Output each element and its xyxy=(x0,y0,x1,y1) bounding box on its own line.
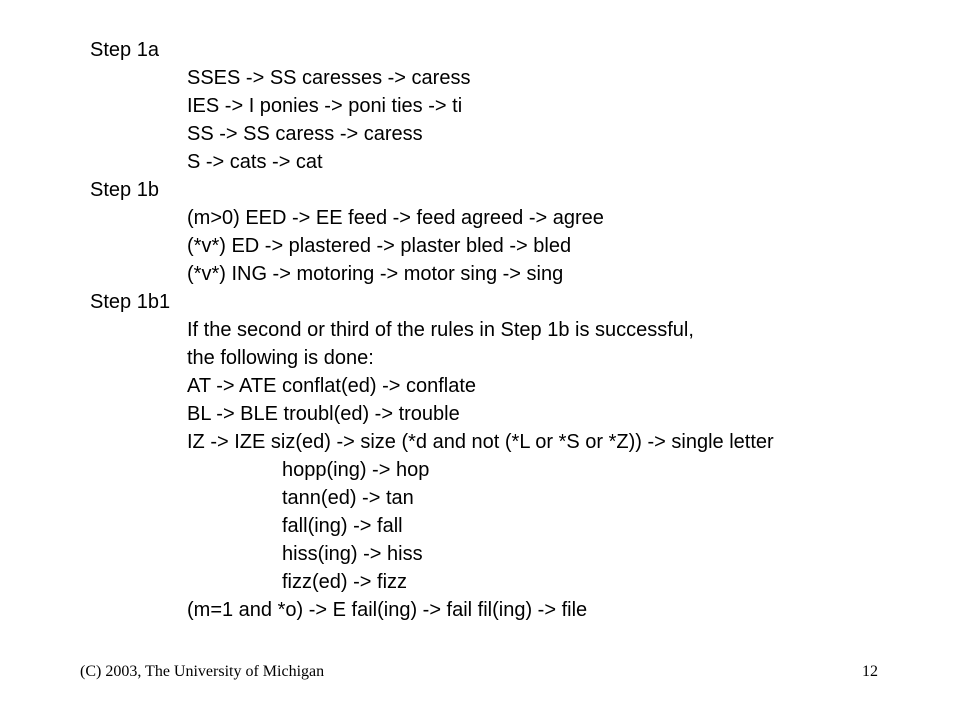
heading-step-1b: Step 1b xyxy=(90,179,159,201)
slide-body xyxy=(90,36,950,624)
rule-line: BL -> BLE troubl(ed) -> trouble xyxy=(187,403,460,425)
example-line: hopp(ing) -> hop xyxy=(282,459,430,481)
rule-line: (m=1 and *o) -> E fail(ing) -> fail fil(ing) -> file xyxy=(187,599,588,621)
heading-step-1b1: Step 1b1 xyxy=(90,291,171,313)
rule-line: SS -> SS caress -> caress xyxy=(187,123,423,145)
footer-copyright: (C) 2003, The University of Michigan xyxy=(80,663,325,680)
heading-step-1a: Step 1a xyxy=(90,39,159,61)
rule-line: (*v*) ING -> motoring -> motor sing -> sing xyxy=(187,263,564,285)
rule-line: If the second or third of the rules in Step 1b is successful, xyxy=(187,319,694,341)
rule-line: SSES -> SS caresses -> caress xyxy=(187,67,471,89)
rule-line: the following is done: xyxy=(187,347,374,369)
rule-line: (*v*) ED -> plastered -> plaster bled -> bled xyxy=(187,235,572,257)
rule-line: IES -> I ponies -> poni ties -> ti xyxy=(187,95,463,117)
rule-line: S -> cats -> cat xyxy=(187,151,323,173)
rule-line: (m>0) EED -> EE feed -> feed agreed -> agree xyxy=(187,207,604,229)
rule-line: AT -> ATE conflat(ed) -> conflate xyxy=(187,375,477,397)
example-line: fizz(ed) -> fizz xyxy=(282,571,408,593)
example-line: hiss(ing) -> hiss xyxy=(282,543,423,565)
rule-line: IZ -> IZE siz(ed) -> size (*d and not (*L or *S or *Z)) -> single letter xyxy=(187,431,774,453)
example-line: fall(ing) -> fall xyxy=(282,515,403,537)
footer-page-number: 12 xyxy=(862,663,878,680)
example-line: tann(ed) -> tan xyxy=(282,487,414,509)
